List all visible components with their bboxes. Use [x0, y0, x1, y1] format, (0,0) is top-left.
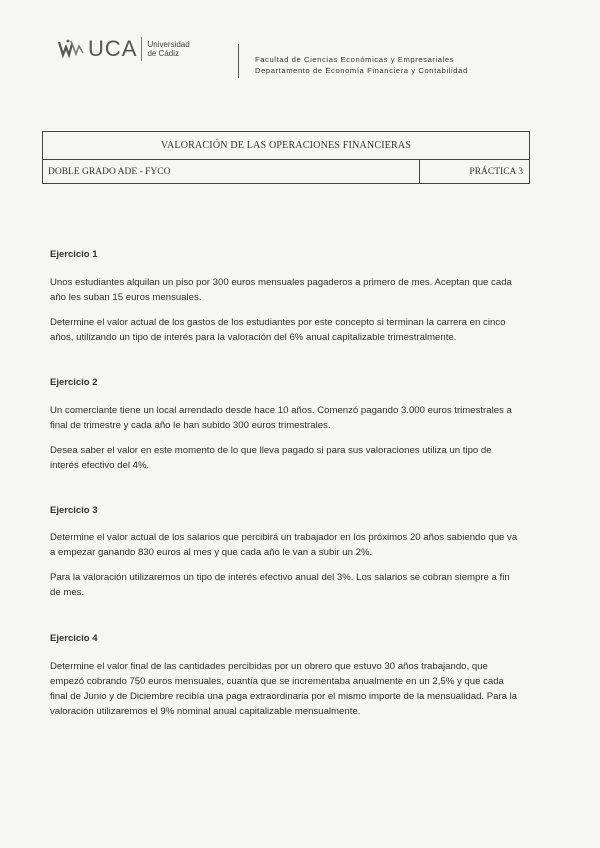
header-divider [238, 44, 239, 78]
university-name [147, 40, 189, 58]
exercise-1-paragraph-2: Determine el valor actual de los gastos de los estudiantes por este concepto si terminan la carrera en cinco años, utilizando un tipo de interés para la valoración del 6% anual capitalizable trimestralmente. [50, 317, 506, 343]
university-logo [58, 36, 190, 62]
exercise-2-title: Ejercicio 2 [50, 377, 98, 388]
university-line-2: de Cádiz [147, 49, 180, 58]
logo-divider [141, 37, 142, 61]
university-line-1: Universidad [147, 40, 190, 49]
title-box [42, 131, 530, 184]
exercise-4-paragraph-1: Determine el valor final de las cantidades percibidas por un obrero que estuvo 30 años trabajando, que empezó cobrando 750 euros mensuales, cuantía que se incrementaba anualmente en un 2,5% y que cada final de Junio y de Diciembre recibía una paga extraordinaria por el mismo importe de la mensualidad. Para la valoración utilizaremos el 9% nominal anual capitalizable mensualmente. [50, 661, 518, 717]
exercise-3-title: Ejercicio 3 [50, 505, 98, 516]
exercise-1-title: Ejercicio 1 [50, 249, 98, 260]
degree-label: DOBLE GRADO ADE - FYCO [48, 166, 171, 177]
title-row [43, 132, 529, 160]
exercise-1-paragraph-1: Unos estudiantes alquilan un piso por 300 euros mensuales pagaderos a primero de mes. Aceptan que cada año les suban 15 euros mensuales. [50, 277, 512, 303]
uca-emblem-icon [58, 38, 84, 60]
department-name: Departamento de Economía Financiera y Contabilidad [255, 66, 468, 75]
faculty-block [255, 54, 468, 76]
practica-label: PRÁCTICA 3 [419, 160, 529, 183]
exercise-2-paragraph-1: Un comerciante tiene un local arrendado desde hace 10 años. Comenzó pagando 3.000 euros trimestrales a final de trimestre y cada año le han subido 300 euros trimestrales. [50, 405, 512, 431]
faculty-name: Facultad de Ciencias Económicas y Empresariales [255, 55, 455, 64]
subtitle-row [43, 160, 529, 183]
exercise-3-paragraph-1: Determine el valor actual de los salarios que percibirá un trabajador en los próximos 20 años sabiendo que va a empezar ganando 830 euros al mes y que cada año le van a subir un 2%. [50, 532, 518, 558]
document-title: VALORACIÓN DE LAS OPERACIONES FINANCIERAS [160, 140, 412, 151]
exercise-2-paragraph-2: Desea saber el valor en este momento de lo que lleva pagado si para sus valoraciones utiliza un tipo de interés efectivo del 4%. [50, 445, 492, 471]
exercise-4-title: Ejercicio 4 [50, 633, 98, 644]
logo-text: UCA [88, 36, 138, 61]
exercise-3-paragraph-2: Para la valoración utilizaremos un tipo de interés efectivo anual del 3%. Los salarios se cobran siempre a fin de mes. [50, 572, 510, 598]
